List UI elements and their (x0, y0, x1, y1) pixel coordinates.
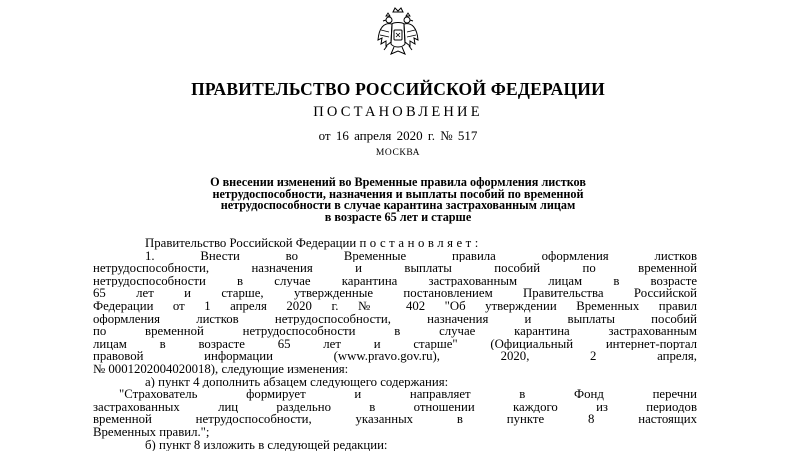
subitem-b: б) пункт 8 изложить в следующей редакции: (93, 439, 697, 451)
item1-line: нетрудоспособности, назначения и выплаты пособий по временной (93, 262, 697, 275)
item1-line: Федерации от 1 апреля 2020 г. № 402 "Об утверждении Временных правил (93, 300, 697, 313)
document-type: ПОСТАНОВЛЕНИЕ (0, 104, 796, 121)
quote-line: застрахованных лиц раздельно в отношении каждого из периодов (93, 401, 697, 414)
item1-line: по временной нетрудоспособности в случае карантина застрахованным (93, 325, 697, 338)
item1-line: 65 лет и старше, утвержденные постановлением Правительства Российской (93, 287, 697, 300)
quote-line: Временных правил."; (93, 426, 697, 439)
intro-line (93, 237, 697, 250)
quote-line: временной нетрудоспособности, указанных в пункте 8 настоящих (93, 413, 697, 426)
decree-title (0, 177, 796, 223)
decree-body (93, 237, 697, 451)
government-title: ПРАВИТЕЛЬСТВО РОССИЙСКОЙ ФЕДЕРАЦИИ (0, 79, 796, 100)
decree-title-line: нетрудоспособности в случае карантина застрахованным лицам (0, 200, 796, 212)
intro-prefix: Правительство Российской Федерации (145, 237, 359, 250)
russian-coat-of-arms-icon (376, 6, 420, 60)
subitem-a: а) пункт 4 дополнить абзацем следующего содержания: (93, 376, 697, 389)
city-name: МОСКВА (0, 148, 796, 158)
item1-line: оформления листков нетрудоспособности, назначения и выплаты пособий (93, 313, 697, 326)
decree-title-line: О внесении изменений во Временные правила оформления листков (0, 177, 796, 189)
intro-resolves: постановляет: (359, 237, 481, 250)
quote-line: "Страхователь формирует и направляет в Фонд перечни (93, 388, 697, 401)
item1-line: нетрудоспособности в случае карантина застрахованным лицам в возрасте (93, 275, 697, 288)
item1-line: правовой информации (www.pravo.gov.ru), 2020, 2 апреля, (93, 350, 697, 363)
decree-title-line: в возрасте 65 лет и старше (0, 212, 796, 224)
decree-title-line: нетрудоспособности, назначения и выплаты пособий по временной (0, 189, 796, 201)
item1-line: 1. Внести во Временные правила оформления листков (93, 250, 697, 263)
item1-line: лицам в возрасте 65 лет и старше" (Официальный интернет-портал (93, 338, 697, 351)
date-number-line: от 16 апреля 2020 г. № 517 (0, 128, 796, 144)
item1-line: № 0001202004020018), следующие изменения: (93, 363, 697, 376)
